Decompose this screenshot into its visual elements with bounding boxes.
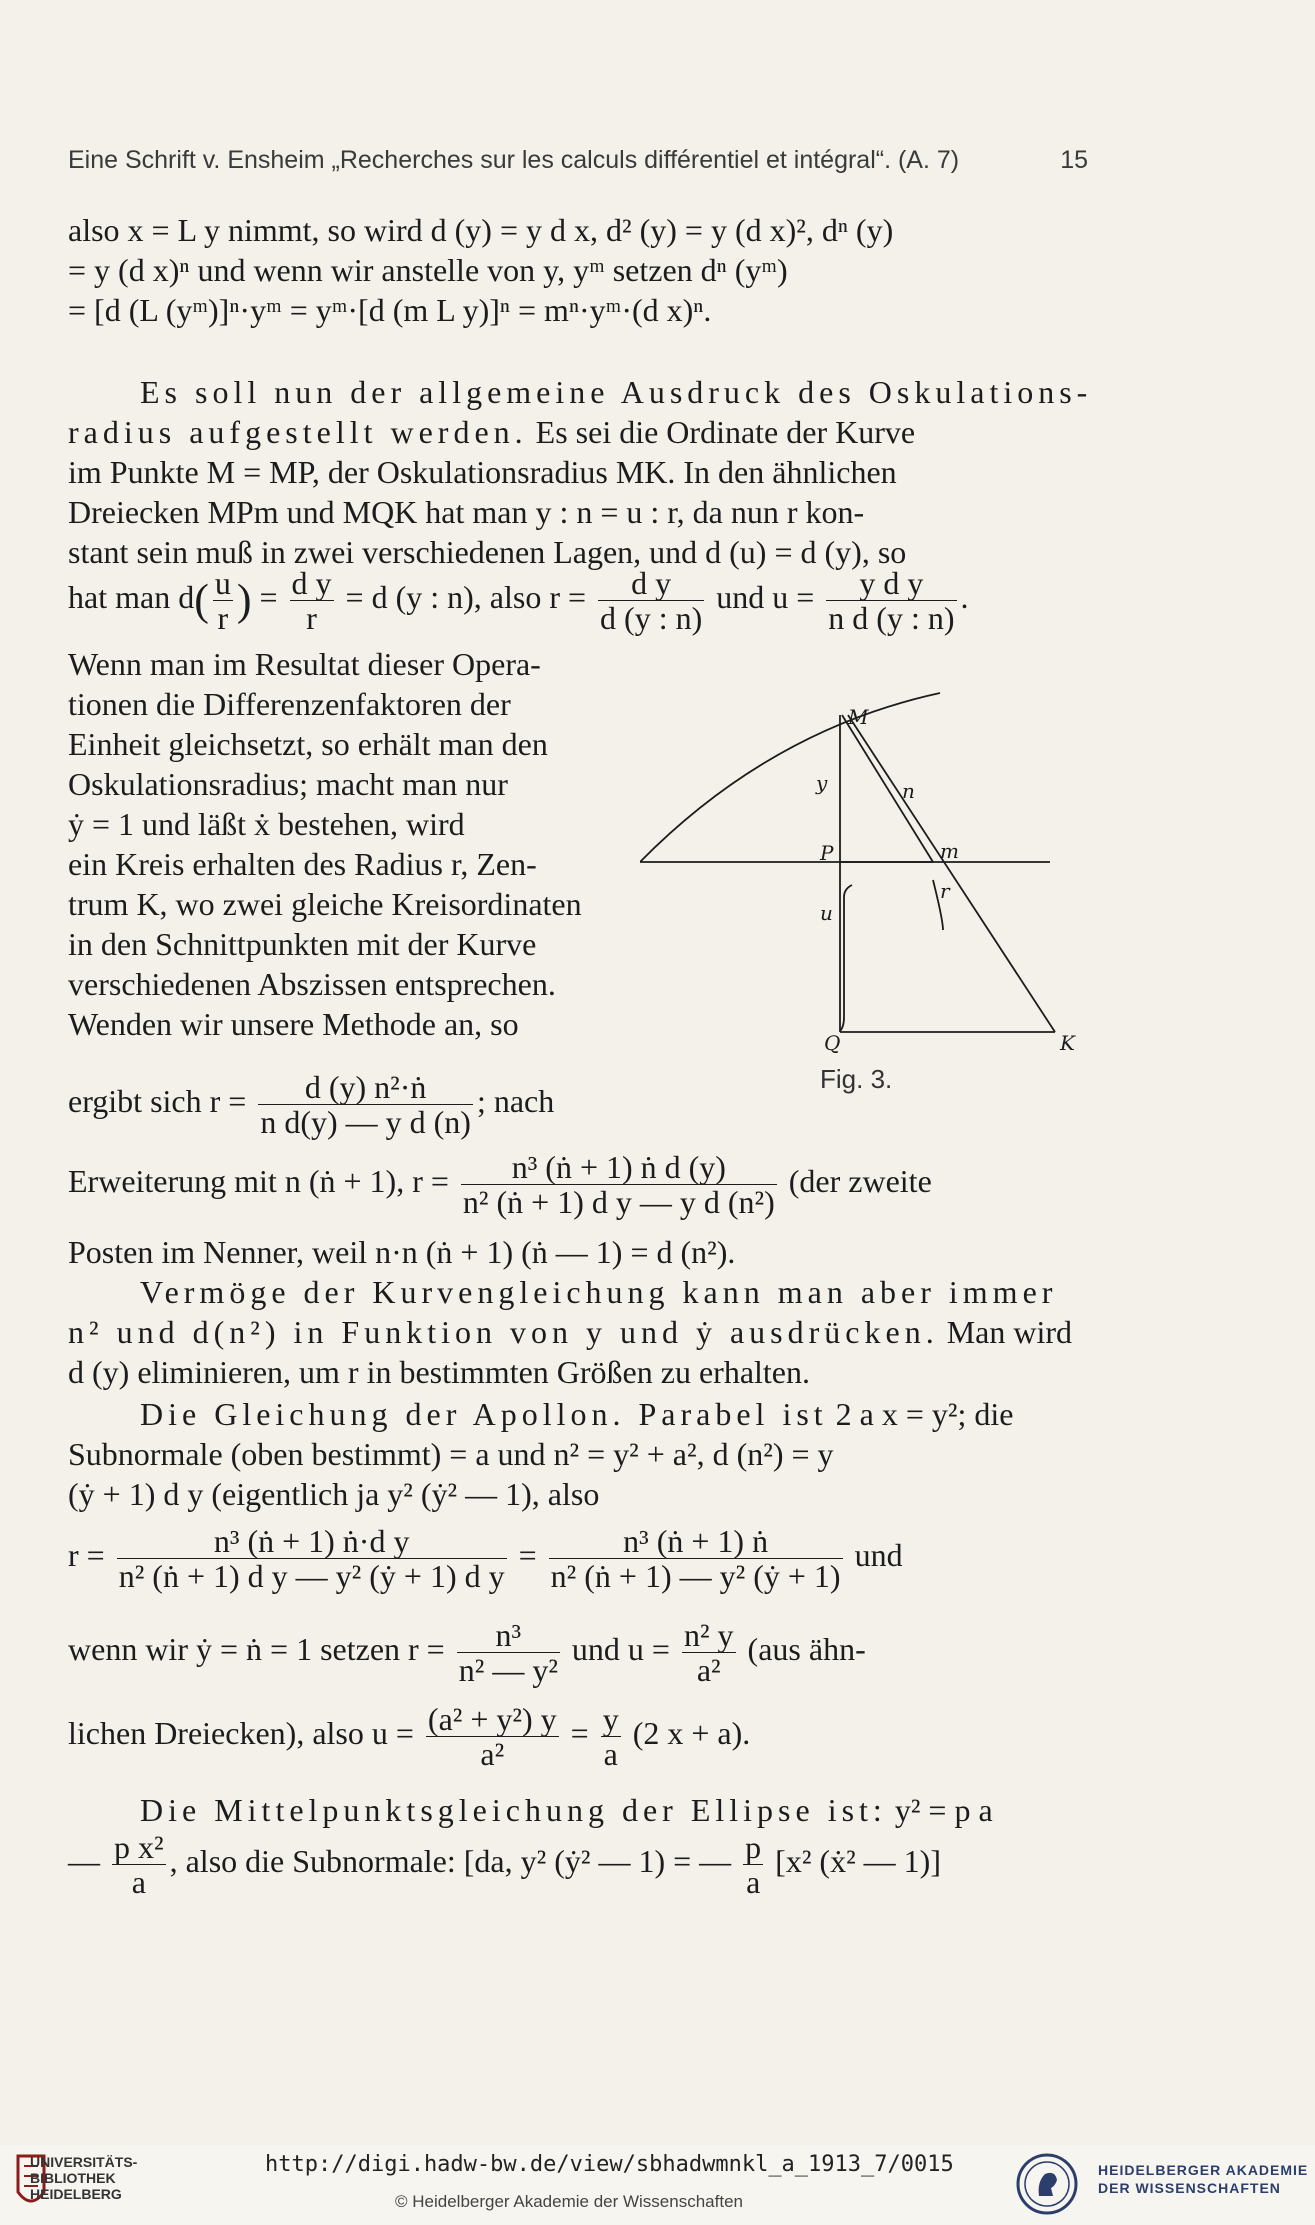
text-line-14: ẏ = 1 und läßt ẋ bestehen, wird [68,806,465,842]
osculation-figure [640,680,1090,1060]
formula-line-29: r = $\frac{\text{n³ (ṅ + 1) ṅ·d y}}{\text{n² (ṅ + 1) d y — y² (ẏ + 1) d y}}$ = $\frac{\text{n³ (ṅ + 1) ṅ}}{\text{n² (ṅ + 1) — y² (ẏ + 1)}}$ und [68,1523,903,1594]
text-line-26: Die Gleichung der Apollon. Parabel ist 2 a x = y²; die [140,1396,1014,1432]
formula-line-21: Erweiterung mit n (ṅ + 1), r = $\frac{\text{n³ (ṅ + 1) ṅ d (y)}}{\text{n² (ṅ + 1) d y — y d (n²)}}$ (der zweite [68,1149,932,1220]
curve [640,693,940,862]
figure-caption: Fig. 3. [820,1064,893,1094]
label-Q: Q [824,1031,841,1055]
text-line-3: = [d (L (yᵐ)]ⁿ·yᵐ = yᵐ·[d (m L y)]ⁿ = mⁿ·yᵐ·(d x)ⁿ. [68,292,712,328]
university-library-label: UNIVERSITÄTS- BIBLIOTHEK HEIDELBERG [30,2154,138,2202]
text-line-11: tionen die Differenzenfaktoren der [68,686,511,722]
label-m: m [940,839,959,863]
academy-label: HEIDELBERGER AKADEMIE DER WISSENSCHAFTEN [1098,2162,1309,2196]
text-line-17: in den Schnittpunkten mit der Kurve [68,926,537,962]
formula-line-31: lichen Dreiecken), also u = $\frac{\text{(a² + y²) y}}{\text{a²}}$ = $\frac{y}{a}$ (2 x + a). [68,1701,751,1772]
text-line-16: trum K, wo zwei gleiche Kreisordinaten [68,886,582,922]
text-line-27: Subnormale (oben bestimmt) = a und n² = y² + a², d (n²) = y [68,1436,834,1472]
label-K: K [1060,1031,1075,1055]
text-line-22: Posten im Nenner, weil n·n (ṅ + 1) (ṅ — 1) = d (n²). [68,1234,736,1270]
copyright-notice: © Heidelberger Akademie der Wissenschaften [395,2192,743,2211]
normal-mm [842,715,933,862]
source-url-link[interactable]: http://digi.hadw-bw.de/view/sbhadwmnkl_a_1913_7/0015 [265,2152,954,2177]
line-mk [848,715,1055,1032]
text-line-23: Vermöge der Kurvengleichung kann man aber immer [140,1274,1058,1310]
label-y: y [816,771,828,795]
page-number: 15 [1060,146,1088,174]
text-line-1: also x = L y nimmt, so wird d (y) = y d x, d² (y) = y (d x)², dⁿ (y) [68,212,894,248]
formula-line-20: ergibt sich r = $\frac{\text{d (y) n²·ṅ}}{\text{n d(y) — y d (n)}}$ ; nach [68,1069,555,1140]
formula-line-30: wenn wir ẏ = ṅ = 1 setzen r = $\frac{\text{n³}}{\text{n² — y²}}$ und u = $\frac{\text{n² y}}{\text{a²}}$ (aus ähn- [68,1617,866,1688]
label-M: M [848,705,869,729]
text-line-2: = y (d x)ⁿ und wenn wir anstelle von y, yᵐ setzen dⁿ (yᵐ) [68,252,788,288]
text-line-32: Die Mittelpunktsgleichung der Ellipse ist: y² = p a [140,1792,993,1828]
text-line-6: im Punkte M = MP, der Oskulationsradius MK. In den ähnlichen [68,454,897,490]
text-line-12: Einheit gleichsetzt, so erhält man den [68,726,548,762]
text-line-8: stant sein muß in zwei verschiedenen Lagen, und d (u) = d (y), so [68,534,907,570]
text-line-13: Oskulationsradius; macht man nur [68,766,508,802]
label-u: u [820,901,833,925]
label-P: P [820,841,834,865]
text-line-24: n² und d(n²) in Funktion von y und ẏ ausdrücken. Man wird [68,1314,1072,1350]
brace-u [840,885,852,1031]
header-title: Eine Schrift v. Ensheim „Recherches sur les calculs différentiel et intégral“. (A. 7) [68,146,960,174]
running-header [68,146,1088,175]
text-line-5: radius aufgestellt werden. Es sei die Ordinate der Kurve [68,414,916,450]
text-line-7: Dreiecken MPm und MQK hat man y : n = u : r, da nun r kon- [68,494,865,530]
formula-line-9: hat man d( $\frac{u}{r}$ ) = $\frac{\text{d y}}{r}$ = d (y : n), also r = $\frac{\text{d y}}{d (y : n)}$ und u = $\frac{\text{y d y}}{\text{n d (y : n)}}$ . [68,565,969,636]
text-line-18: verschiedenen Abszissen entsprechen. [68,966,556,1002]
label-r: r [940,879,950,903]
text-line-25: d (y) eliminieren, um r in bestimmten Größen zu erhalten. [68,1354,810,1390]
formula-line-33: — $\frac{\text{p x²}}{a}$ , also die Subnormale: [da, y² (ẏ² — 1) = — $\frac{p}{a}$ [x² (ẋ² — 1)] [68,1829,941,1900]
text-line-28: (ẏ + 1) d y (eigentlich ja y² (ẏ² — 1), also [68,1476,600,1512]
text-line-19: Wenden wir unsere Methode an, so [68,1006,519,1042]
text-line-10: Wenn man im Resultat dieser Opera- [68,646,541,682]
text-line-15: ein Kreis erhalten des Radius r, Zen- [68,846,537,882]
academy-medallion-icon [1015,2152,1079,2216]
text-line-4: Es soll nun der allgemeine Ausdruck des Oskulations- [140,374,1093,410]
label-n: n [902,779,915,803]
